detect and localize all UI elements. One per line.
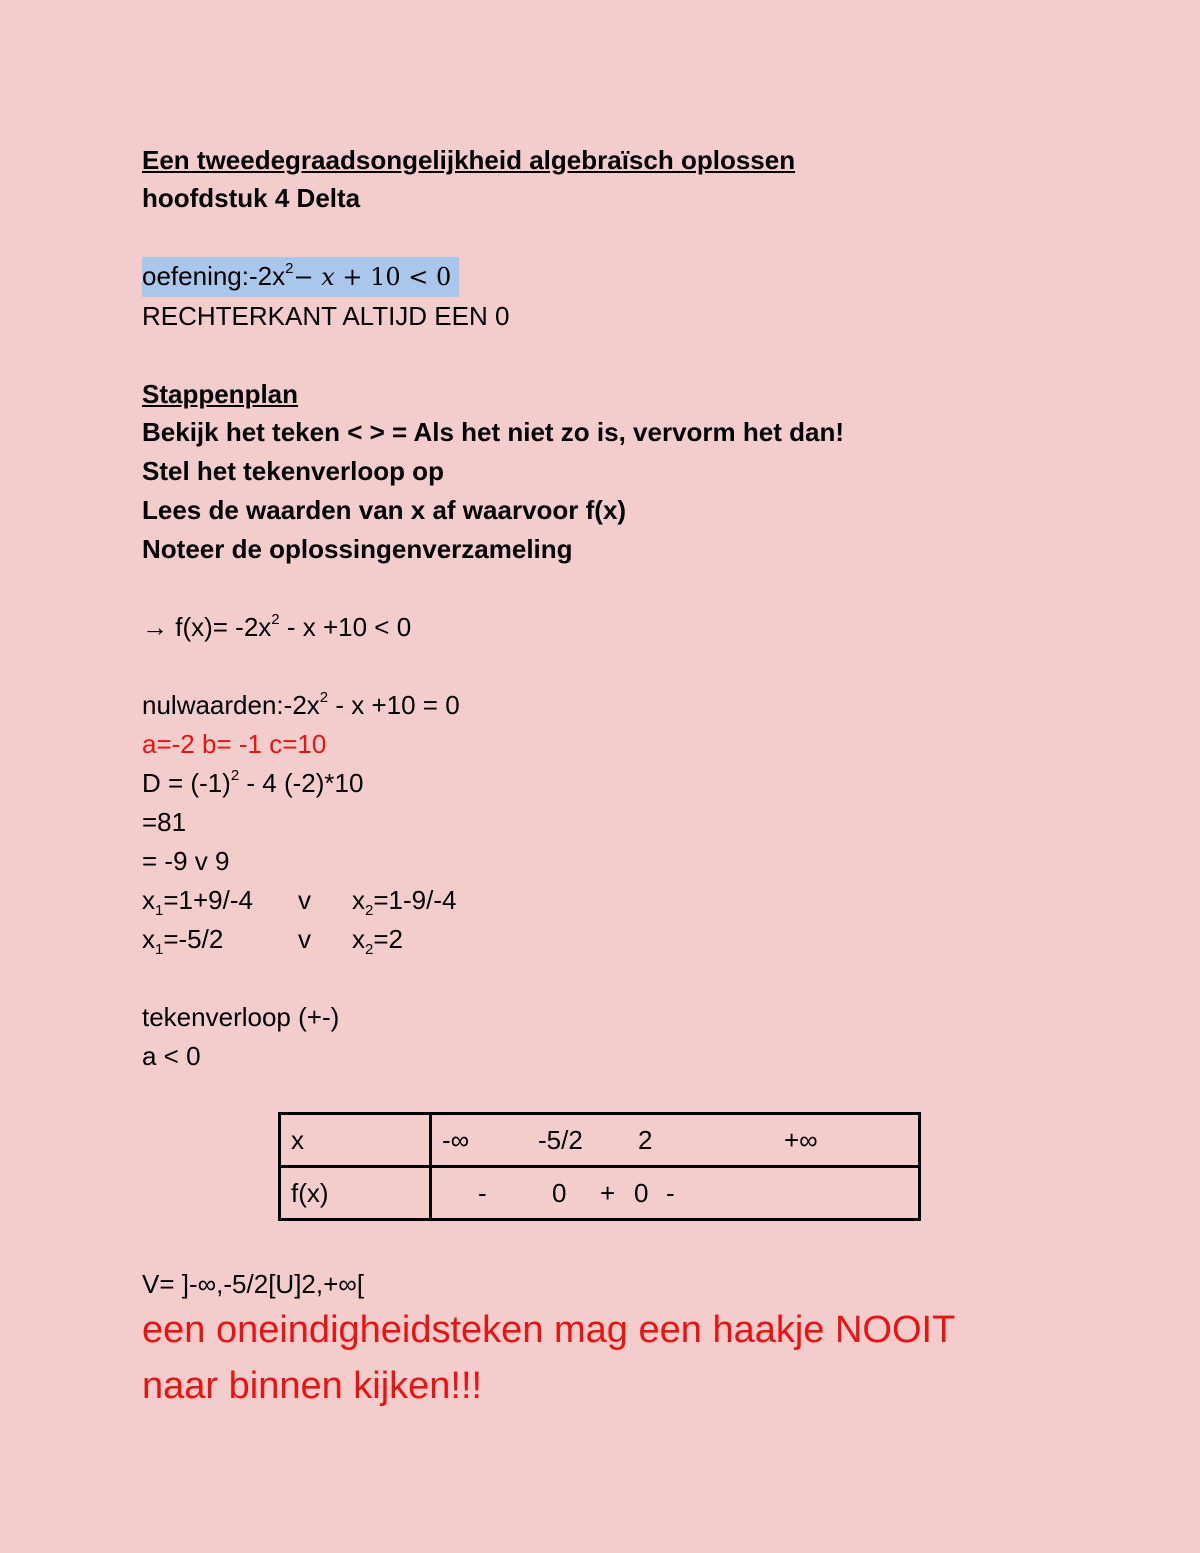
exercise-highlight <box>142 257 459 297</box>
table-row <box>280 1114 920 1167</box>
chapter-subtitle: hoofdstuk 4 Delta <box>142 183 361 213</box>
x1-value: =-5/2 <box>163 924 224 954</box>
plan-step: Lees de waarden van x af waarvoor f(x) <box>142 495 627 525</box>
table-cell: - <box>478 1177 487 1208</box>
zeros-line <box>142 689 460 721</box>
plan-step: Stel het tekenverloop op <box>142 456 444 486</box>
or-symbol: v <box>298 885 311 915</box>
function-exponent: 2 <box>271 611 280 628</box>
sign-table <box>278 1112 921 1221</box>
table-cell: - <box>666 1177 675 1208</box>
root-formula-line <box>142 884 457 919</box>
exercise-exponent: 2 <box>285 260 294 277</box>
table-cell: -∞ <box>442 1124 470 1155</box>
sign-pattern: tekenverloop (+-) <box>142 1002 340 1032</box>
x2-value: =2 <box>373 924 403 954</box>
plan-heading: Stappenplan <box>142 379 299 409</box>
x1-sub: 1 <box>155 902 164 919</box>
table-cell: -5/2 <box>538 1124 583 1155</box>
solution-set: V= ]-∞,-5/2[U]2,+∞[ <box>142 1269 365 1299</box>
zeros-exponent: 2 <box>319 689 329 706</box>
zeros-pre: nulwaarden:-2x <box>142 690 320 720</box>
row-label-fx: f(x) <box>280 1167 431 1220</box>
table-cell: 2 <box>638 1124 653 1155</box>
x2-sub: 2 <box>365 902 374 919</box>
plan-step: Bekijk het teken < > = Als het niet zo is, vervorm het dan! <box>142 417 844 447</box>
table-cell: 0 <box>552 1177 567 1208</box>
fx-signs-cell <box>431 1167 920 1220</box>
function-post: - x +10 < 0 <box>279 612 412 642</box>
exercise-math: − 𝑥 + 10 < 0 <box>293 263 452 291</box>
or-symbol: v <box>298 924 311 954</box>
function-pre: → f(x)= -2x <box>142 612 272 642</box>
x1-expr: =1+9/-4 <box>163 885 253 915</box>
warning-line-2: naar binnen kijken!!! <box>142 1365 483 1407</box>
x1-var: x <box>142 924 155 954</box>
x1-var: x <box>142 885 155 915</box>
warning-line-1: een oneindigheidsteken mag een haakje NOOIT <box>142 1309 956 1351</box>
table-cell: + <box>600 1177 616 1208</box>
exercise-label: oefening:-2x <box>142 261 286 291</box>
page-title: Een tweedegraadsongelijkheid algebraïsch oplossen <box>142 145 796 175</box>
function-line <box>142 611 411 643</box>
table-cell: 0 <box>634 1177 649 1208</box>
discriminant-post: - 4 (-2)*10 <box>239 768 364 798</box>
x2-expr: =1-9/-4 <box>373 885 457 915</box>
x2-sub: 2 <box>365 941 374 958</box>
x2-var: x <box>352 885 365 915</box>
x2-var: x <box>352 924 365 954</box>
a-condition: a < 0 <box>142 1041 201 1071</box>
discriminant-exponent: 2 <box>230 767 240 784</box>
square-roots: = -9 v 9 <box>142 846 230 876</box>
rule-right-side: RECHTERKANT ALTIJD EEN 0 <box>142 301 510 331</box>
discriminant-pre: D = (-1) <box>142 768 231 798</box>
root-values-line <box>142 923 403 958</box>
x-values-cell <box>431 1114 920 1167</box>
discriminant-value: =81 <box>142 807 187 837</box>
plan-step: Noteer de oplossingenverzameling <box>142 534 573 564</box>
row-label-x: x <box>280 1114 431 1167</box>
table-cell: +∞ <box>784 1124 818 1155</box>
x1-sub: 1 <box>155 941 164 958</box>
exercise-line <box>142 260 459 293</box>
discriminant-line <box>142 767 363 799</box>
coefficients: a=-2 b= -1 c=10 <box>142 729 327 759</box>
table-row <box>280 1167 920 1220</box>
zeros-post: - x +10 = 0 <box>328 690 460 720</box>
